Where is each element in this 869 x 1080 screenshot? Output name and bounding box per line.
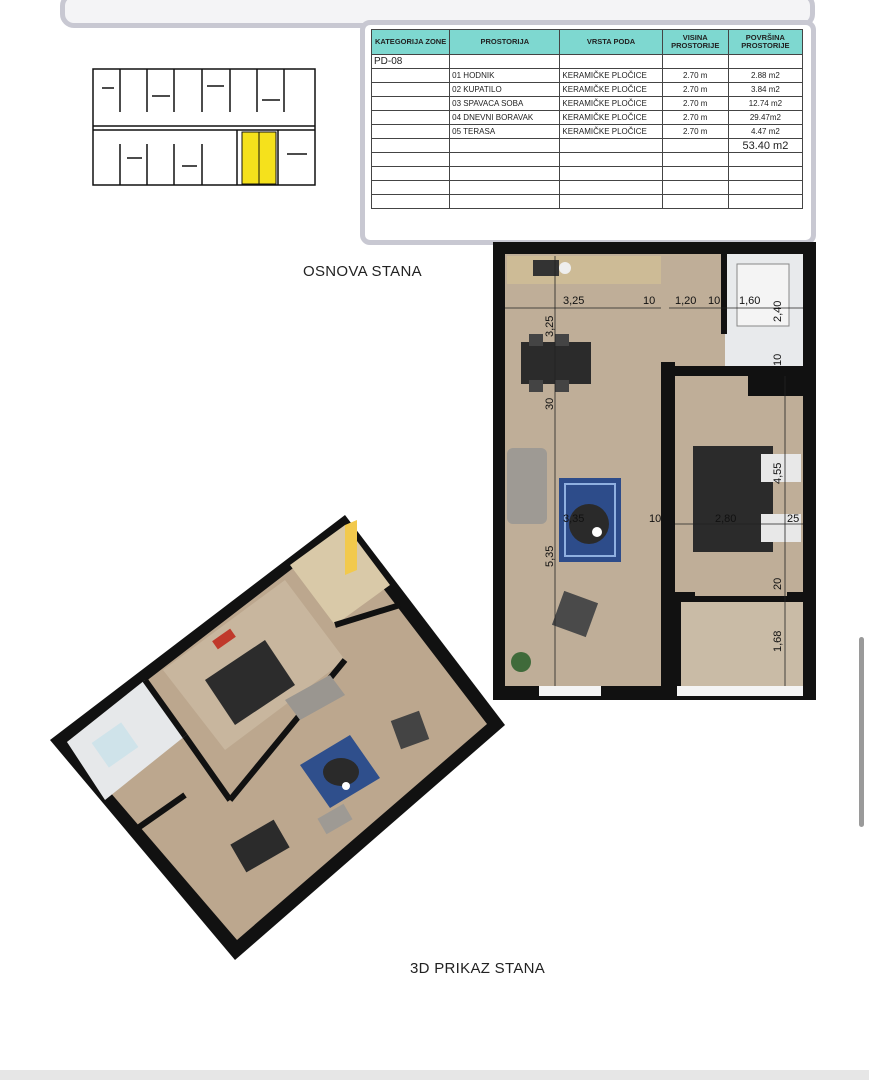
- key-plan: [92, 68, 316, 186]
- table-header-row: [372, 30, 803, 55]
- room-height: 2.70 m: [662, 69, 728, 83]
- floor-type: KERAMIČKE PLOČICE: [560, 125, 662, 139]
- room-area: 3.84 m2: [728, 83, 802, 97]
- table-total-row: [372, 139, 803, 153]
- room-name: 05 TERASA: [450, 125, 560, 139]
- bottom-bar: [0, 1070, 869, 1080]
- table-row: [372, 125, 803, 139]
- view-title: 3D PRIKAZ STANA: [410, 960, 546, 977]
- dim-label: 10: [772, 353, 784, 366]
- table-empty-row: [372, 167, 803, 181]
- table-row: [372, 83, 803, 97]
- floor-type: KERAMIČKE PLOČICE: [560, 111, 662, 125]
- floor-type: KERAMIČKE PLOČICE: [560, 69, 662, 83]
- header-height: VISINA PROSTORIJE: [662, 30, 728, 55]
- dim-label: 2,80: [715, 513, 737, 525]
- floor-plan: [493, 242, 816, 700]
- dim-label: 3,25: [544, 315, 556, 337]
- dim-label: 25: [787, 513, 800, 525]
- room-area: 29.47m2: [728, 111, 802, 125]
- room-name: 03 SPAVACA SOBA: [450, 97, 560, 111]
- dim-label: 10: [643, 295, 656, 307]
- room-name: 01 HODNIK: [450, 69, 560, 83]
- header-zone: KATEGORIJA ZONE: [372, 30, 450, 55]
- table-empty-row: [372, 153, 803, 167]
- room-area: 12.74 m2: [728, 97, 802, 111]
- dim-label: 10: [708, 295, 721, 307]
- header-floor: VRSTA PODA: [560, 30, 662, 55]
- dim-label: 4,55: [772, 462, 784, 484]
- floor-type: KERAMIČKE PLOČICE: [560, 97, 662, 111]
- header-room: PROSTORIJA: [450, 30, 560, 55]
- 3d-view: [45, 510, 515, 965]
- table-row: [372, 111, 803, 125]
- zone-code: PD-08: [372, 55, 450, 69]
- room-height: 2.70 m: [662, 97, 728, 111]
- floor-type: KERAMIČKE PLOČICE: [560, 83, 662, 97]
- dim-label: 2,40: [772, 300, 784, 322]
- header-area: POVRŠINA PROSTORIJE: [728, 30, 802, 55]
- room-name: 04 DNEVNI BORAVAK: [450, 111, 560, 125]
- table-empty-row: [372, 181, 803, 195]
- room-area: 2.88 m2: [728, 69, 802, 83]
- room-height: 2.70 m: [662, 125, 728, 139]
- dim-label: 5,35: [544, 545, 556, 567]
- dim-label: 3,35: [563, 513, 585, 525]
- dim-label: 3,25: [563, 295, 585, 307]
- room-table: [371, 29, 803, 209]
- dim-label: 10: [649, 513, 662, 525]
- room-height: 2.70 m: [662, 111, 728, 125]
- table-row: [372, 97, 803, 111]
- table-row: [372, 69, 803, 83]
- dim-label: 1,60: [739, 295, 761, 307]
- plan-title: OSNOVA STANA: [303, 263, 422, 280]
- room-area: 4.47 m2: [728, 125, 802, 139]
- total-area: 53.40 m2: [728, 139, 802, 153]
- dim-label: 20: [772, 577, 784, 590]
- table-row: [372, 55, 803, 69]
- table-empty-row: [372, 195, 803, 209]
- dim-label: 1,68: [772, 630, 784, 652]
- vertical-scrollbar[interactable]: [859, 637, 864, 827]
- room-height: 2.70 m: [662, 83, 728, 97]
- dim-label: 30: [544, 397, 556, 410]
- dining-table: [521, 342, 591, 384]
- dim-label: 1,20: [675, 295, 697, 307]
- room-table-card: [360, 20, 816, 245]
- room-name: 02 KUPATILO: [450, 83, 560, 97]
